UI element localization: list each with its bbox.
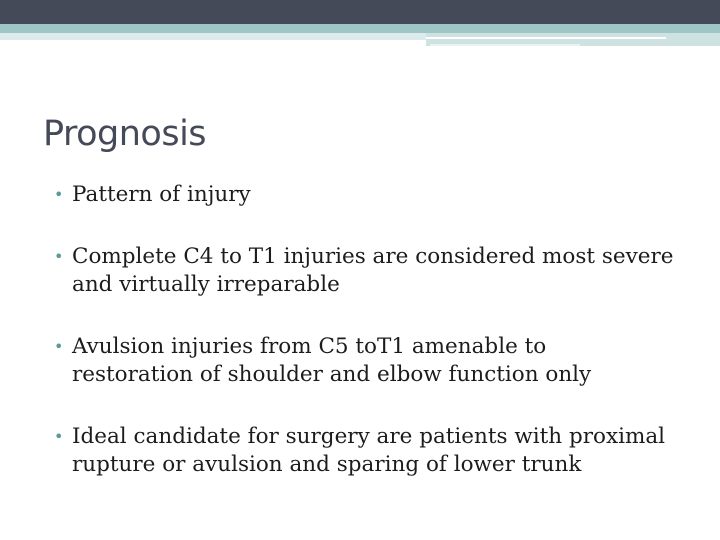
- header-band-teal: [0, 24, 720, 33]
- bullet-text: Pattern of injury: [72, 182, 251, 207]
- header-accent-line: [430, 44, 580, 46]
- bullet-text: Avulsion injuries from C5 toT1 amenable to restoration of shoulder and elbow function only: [72, 334, 592, 387]
- header-accent-line: [580, 46, 720, 48]
- bullet-list: [54, 181, 674, 479]
- bullet-dot-icon: •: [54, 185, 64, 204]
- slide-title: Prognosis: [43, 114, 207, 154]
- bullet-dot-icon: •: [54, 337, 64, 356]
- bullet-dot-icon: •: [54, 427, 64, 446]
- bullet-item: [54, 181, 674, 209]
- header-accent-line: [426, 37, 666, 39]
- bullet-item: [54, 423, 674, 479]
- bullet-text: Ideal candidate for surgery are patients with proximal rupture or avulsion and sparing of lower trunk: [72, 424, 666, 477]
- bullet-item: [54, 333, 674, 389]
- bullet-item: [54, 243, 674, 299]
- bullet-text: Complete C4 to T1 injuries are considered most severe and virtually irreparable: [72, 244, 674, 297]
- bullet-dot-icon: •: [54, 247, 64, 266]
- header-band-dark: [0, 0, 720, 24]
